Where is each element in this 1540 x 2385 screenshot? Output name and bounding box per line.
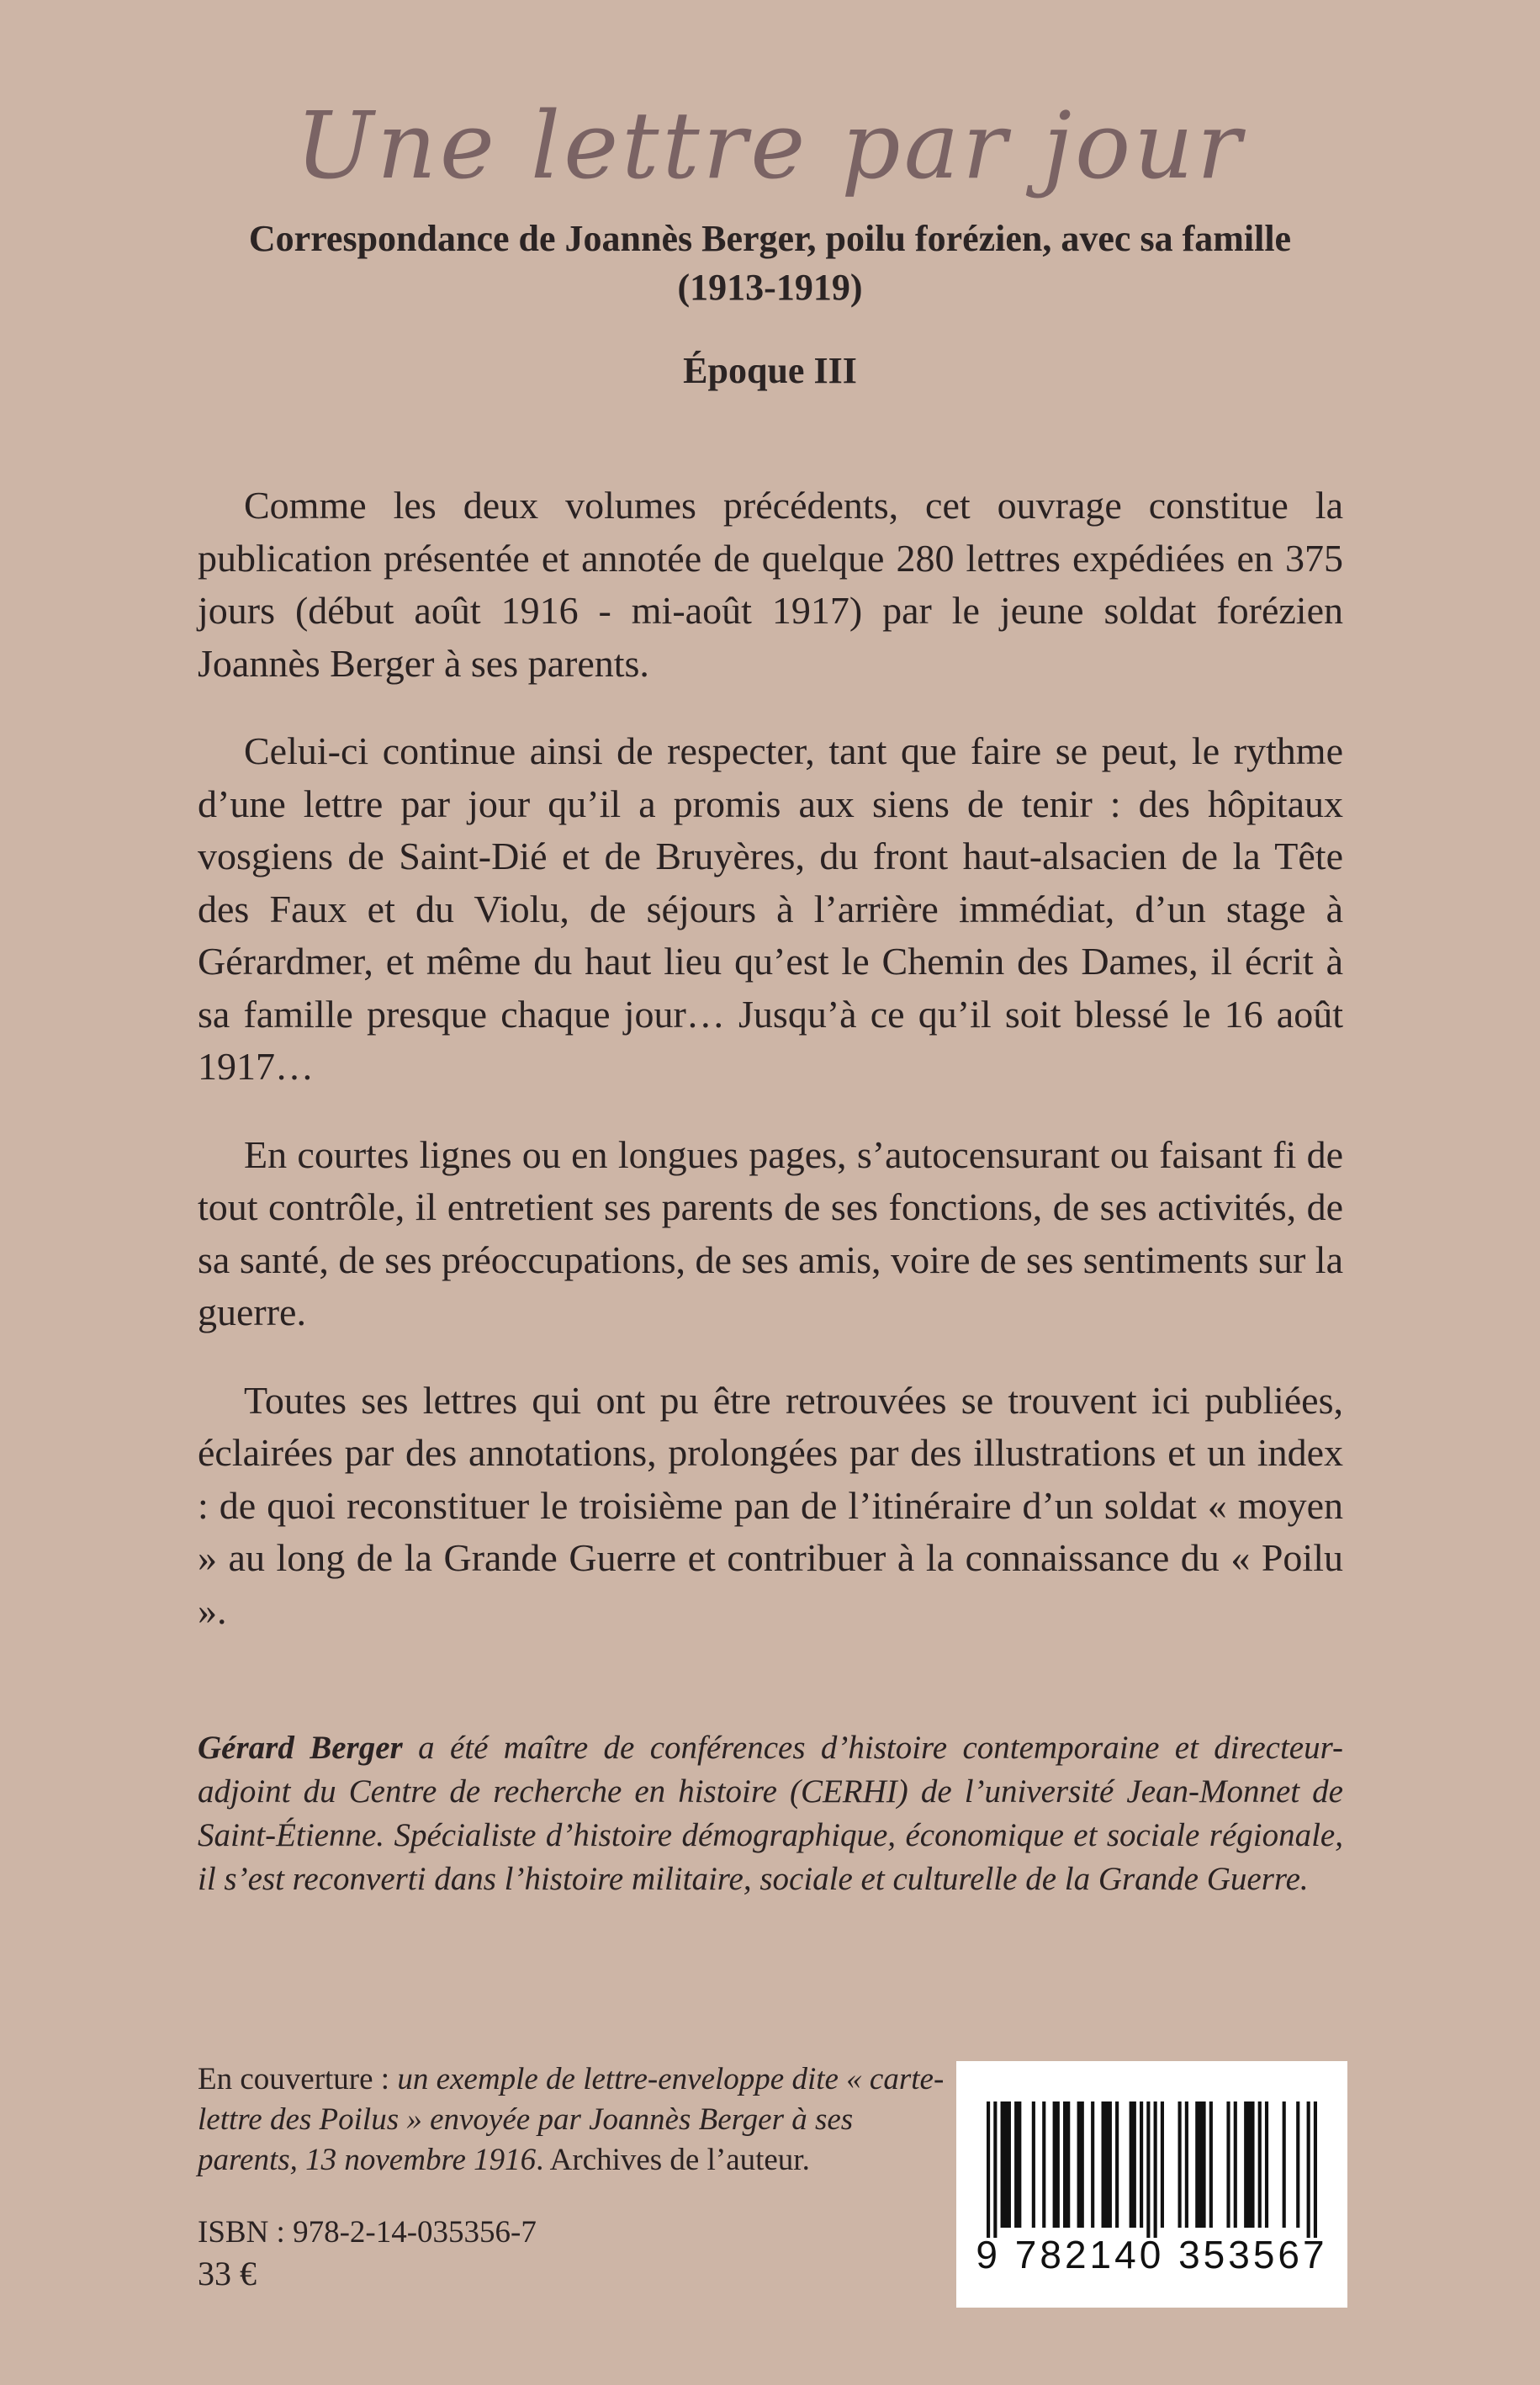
barcode-bar xyxy=(1063,2101,1070,2228)
barcode-bar xyxy=(1077,2101,1084,2228)
book-subtitle xyxy=(0,215,1540,312)
book-title: Une lettre par jour xyxy=(295,92,1245,199)
cover-credit-description: un exemple de lettre-enveloppe dite « carte-lettre des Poilus » envoyée par Joannès Berger à ses parents, 13 novembre 1916 xyxy=(198,2062,945,2177)
barcode-bar xyxy=(1154,2101,1157,2238)
volume-label: Époque III xyxy=(683,350,857,391)
barcode-bar xyxy=(1161,2101,1164,2228)
summary-paragraph: Celui-ci continue ainsi de respecter, tant que faire se peut, le rythme d’une lettre par jour qu’il a promis aux siens de tenir : des hôpitaux vosgiens de Saint-Dié et de Bruyères, du front haut-alsacien de la Tête des Faux et du Violu, de séjours à l’arrière immédiat, d’un stage à Gérardmer, et même du haut lieu qu’est le Chemin des Dames, il écrit à sa famille presque chaque jour… Jusqu’à ce qu’il soit blessé le 16 août 1917… xyxy=(198,729,1343,1088)
price: 33 € xyxy=(198,2255,257,2292)
isbn: ISBN : 978-2-14-035356-7 xyxy=(198,2215,537,2250)
author-name: Gérard Berger xyxy=(198,1730,403,1766)
barcode-digits: 9 782140 353567 xyxy=(976,2233,1328,2276)
author-bio-text: a été maître de conférences d’histoire contemporaine et directeur-adjoint du Centre de recherche en histoire (CERHI) de l’université Jean-Monnet de Saint-Étienne. Spécialiste d’histoire démographique, économique et sociale régionale, il s’est reconverti dans l’histoire militaire, sociale et culturelle de la Grande Guerre. xyxy=(198,1730,1343,1897)
subtitle-dates: (1913-1919) xyxy=(677,267,863,308)
cover-credit-prefix: En couverture : xyxy=(198,2062,398,2096)
barcode-bar xyxy=(1258,2101,1262,2228)
barcode-bar xyxy=(1130,2101,1136,2228)
summary-paragraph: Comme les deux volumes précédents, cet ouvrage constitue la publication présentée et annotée de quelque 280 lettres expédiées en 375 jours (début août 1916 - mi-août 1917) par le jeune soldat forézien Joannès Berger à ses parents. xyxy=(198,484,1343,685)
barcode-bar xyxy=(1314,2101,1317,2238)
barcode-bar xyxy=(1032,2101,1035,2228)
barcode xyxy=(956,2061,1347,2308)
barcode-bar xyxy=(1209,2101,1213,2228)
barcode-bar xyxy=(1265,2101,1268,2228)
barcode-bar xyxy=(1195,2101,1205,2228)
barcode-bar xyxy=(987,2101,990,2238)
subtitle-line: Correspondance de Joannès Berger, poilu forézien, avec sa famille xyxy=(248,218,1292,259)
barcode-bar xyxy=(1091,2101,1094,2228)
barcode-bar xyxy=(1185,2101,1188,2228)
barcode-bar xyxy=(1001,2101,1011,2228)
barcode-bar xyxy=(1244,2101,1254,2228)
barcode-bars xyxy=(987,2101,1317,2238)
barcode-bar xyxy=(1283,2101,1286,2228)
cover-credit-suffix: . Archives de l’auteur. xyxy=(536,2143,810,2177)
barcode-bar xyxy=(1178,2101,1182,2228)
summary-paragraph: Toutes ses lettres qui ont pu être retrouvées se trouvent ici publiées, éclairées par des annotations, prolongées par des illustrations et un index : de quoi reconstituer le troisième pan de l’itinéraire d’un soldat « moyen » au long de la Grande Guerre et contribuer à la connaissance du « Poilu ». xyxy=(198,1378,1343,1632)
barcode-bar xyxy=(1140,2101,1143,2228)
barcode-bar xyxy=(1115,2101,1119,2228)
cover-credit xyxy=(198,2059,946,2181)
barcode-bar xyxy=(1053,2101,1060,2228)
summary-paragraph: En courtes lignes ou en longues pages, s’autocensurant ou faisant fi de tout contrôle, il entretient ses parents de ses fonctions, de ses activités, de sa santé, de ses préoccupations, de ses amis, voire de ses sentiments sur la guerre. xyxy=(198,1132,1343,1333)
barcode-bar xyxy=(1226,2101,1230,2228)
barcode-bar xyxy=(1146,2101,1150,2238)
summary xyxy=(198,480,1343,1672)
barcode-bar xyxy=(1234,2101,1237,2228)
barcode-bar xyxy=(1102,2101,1112,2228)
barcode-bar xyxy=(1014,2101,1021,2228)
barcode-bar xyxy=(1042,2101,1045,2228)
barcode-bar xyxy=(993,2101,997,2238)
author-bio xyxy=(198,1726,1343,1901)
barcode-bar xyxy=(1296,2101,1299,2228)
barcode-bar xyxy=(1307,2101,1310,2238)
